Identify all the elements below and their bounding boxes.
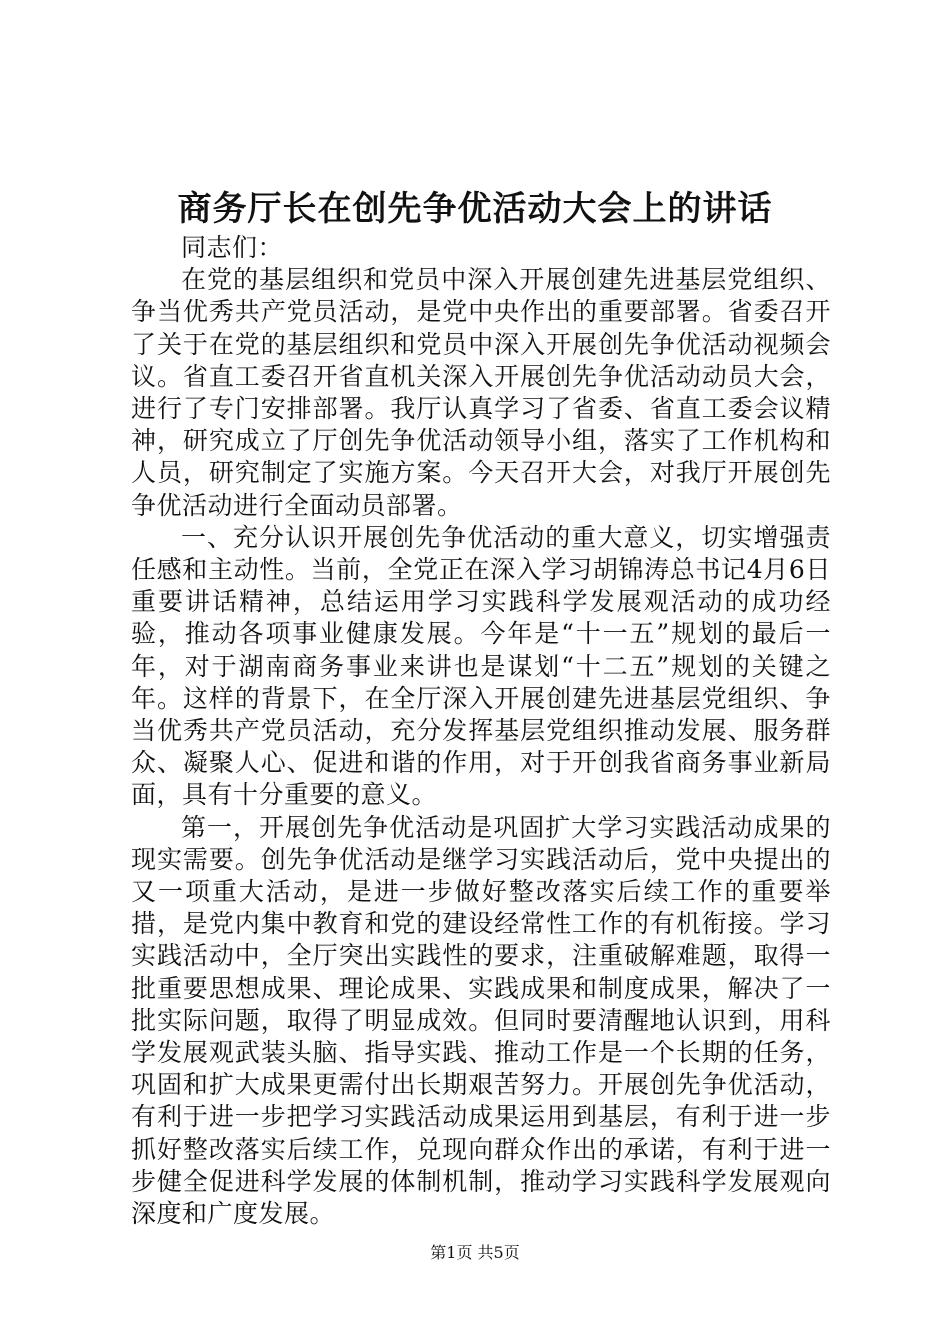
paragraph-section-one: 一、充分认识开展创先争优活动的重大意义，切实增强责任感和主动性。当前，全党正在深入学习胡锦涛总书记4月6日重要讲话精神，总结运用学习实践科学发展观活动的成功经验，推动各项事业健康发展。今年是“十一五”规划的最后一年，对于湖南商务事业来讲也是谋划“十二五”规划的关键之年。这样的背景下，在全厅深入开展创建先进基层党组织、争当优秀共产党员活动，充分发挥基层党组织推动发展、服务群众、凝聚人心、促进和谐的作用，对于开创我省商务事业新局面，具有十分重要的意义。: [131, 522, 831, 810]
salutation: 同志们：: [181, 233, 284, 262]
document-title: 商务厅长在创先争优活动大会上的讲话: [177, 189, 773, 229]
paragraph-point-one: 第一，开展创先争优活动是巩固扩大学习实践活动成果的现实需要。创先争优活动是继学习实践活动后，党中央提出的又一项重大活动，是进一步做好整改落实后续工作的重要举措，是党内集中教育和党的建设经常性工作的有机衔接。学习实践活动中，全厅突出实践性的要求，注重破解难题，取得一批重要思想成果、理论成果、实践成果和制度成果，解决了一批实际问题，取得了明显成效。但同时要清醒地认识到，用科学发展观武装头脑、指导实践、推动工作是一个长期的任务，巩固和扩大成果更需付出长期艰苦努力。开展创先争优活动，有利于进一步把学习实践活动成果运用到基层，有利于进一步抓好整改落实后续工作，兑现向群众作出的承诺，有利于进一步健全促进科学发展的体制机制，推动学习实践科学发展观向深度和广度发展。: [131, 812, 831, 1229]
page-footer: 第1页 共5页: [430, 1243, 520, 1262]
document-body: [131, 232, 831, 1230]
paragraph-intro: 在党的基层组织和党员中深入开展创建先进基层党组织、争当优秀共产党员活动，是党中央作出的重要部署。省委召开了关于在党的基层组织和党员中深入开展创先争优活动视频会议。省直工委召开省直机关深入开展创先争优活动动员大会，进行了专门安排部署。我厅认真学习了省委、省直工委会议精神，研究成立了厅创先争优活动领导小组，落实了工作机构和人员，研究制定了实施方案。今天召开大会，对我厅开展创先争优活动进行全面动员部署。: [131, 265, 831, 520]
